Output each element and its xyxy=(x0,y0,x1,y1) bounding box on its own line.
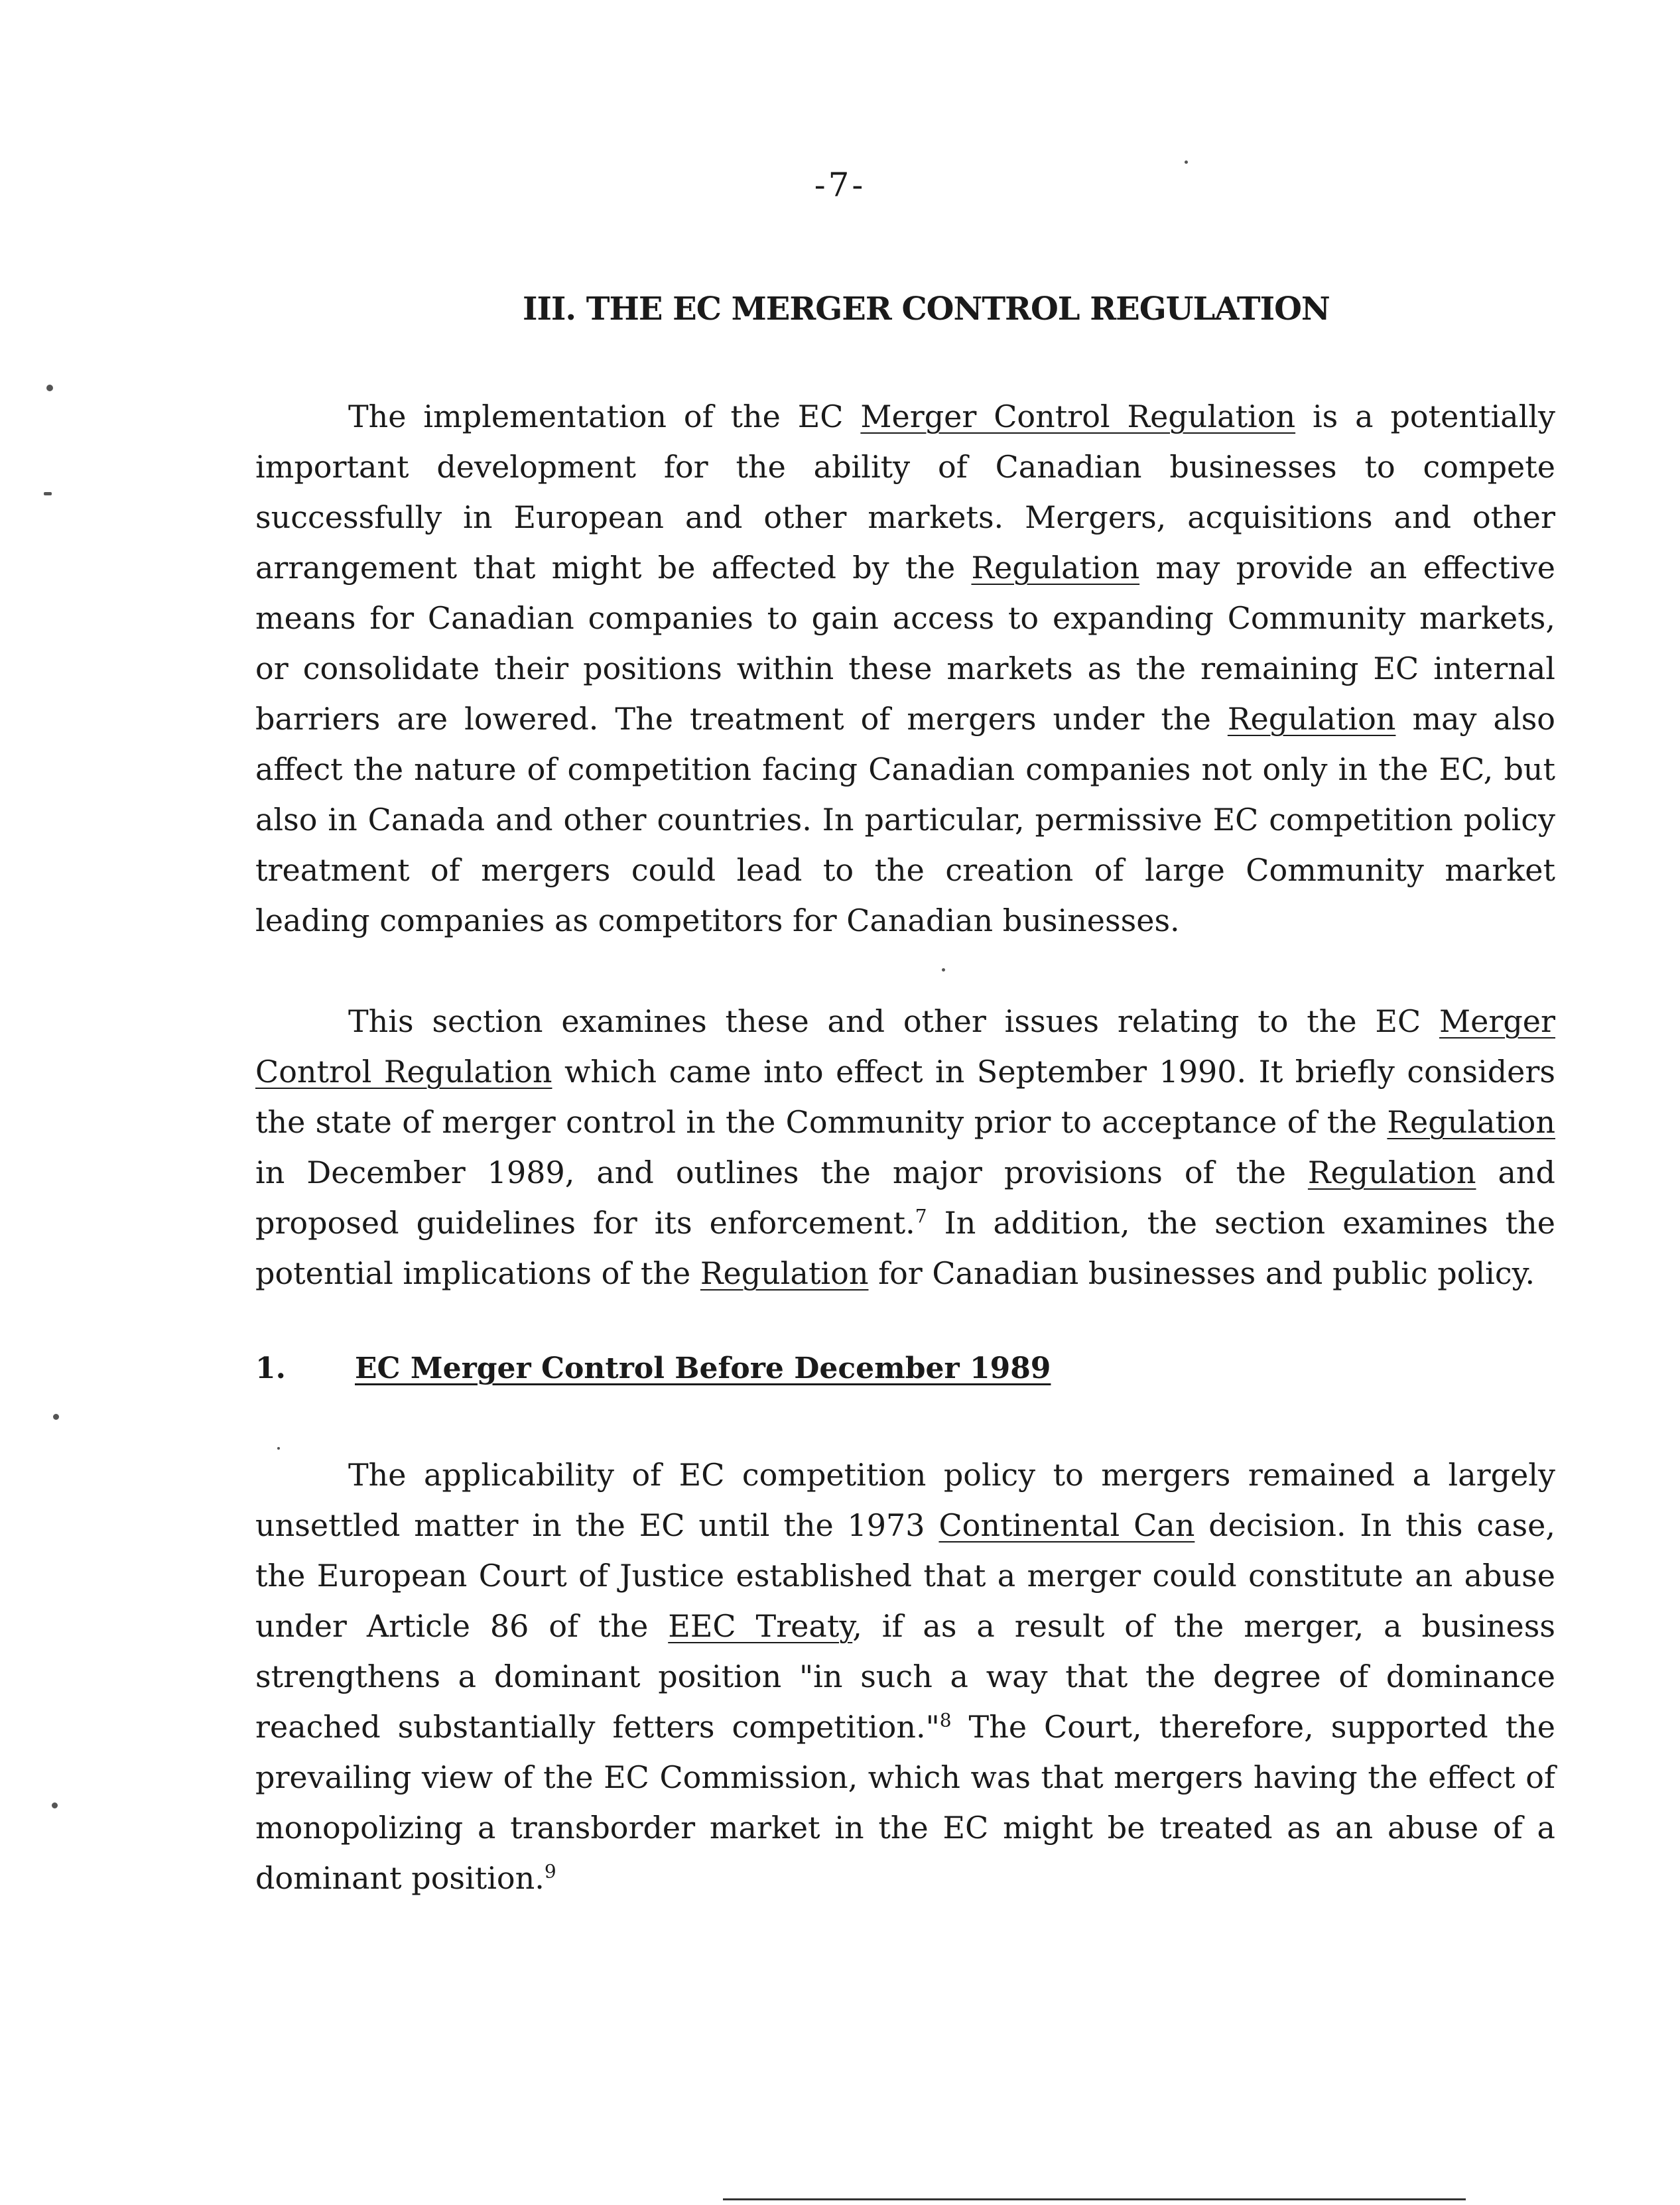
text-run: which came into effect in September 1990. It briefly considers the state of merger control in the Community prior to acceptance of the xyxy=(255,1054,1556,1140)
scan-speck xyxy=(53,1414,59,1420)
page-number: -7- xyxy=(814,166,866,204)
paragraph-merger-control-history xyxy=(255,1450,1555,1903)
scan-speck xyxy=(942,968,945,972)
text-run: and proposed guidelines for its enforcement. xyxy=(255,1155,1556,1241)
underlined-title: EEC Treaty xyxy=(668,1608,853,1644)
subsection-title: EC Merger Control Before December 1989 xyxy=(355,1352,1051,1385)
text-run: may provide an effective means for Canadian companies to gain access to expanding Community markets, or consolidate their positions within these markets as the remaining EC internal barriers are lowered. The treatment of mergers under the xyxy=(255,550,1555,737)
text-run: for Canadian businesses and public policy. xyxy=(868,1255,1535,1291)
section-heading: III. THE EC MERGER CONTROL REGULATION xyxy=(523,290,1330,328)
text-run: The Court, therefore, supported the prevailing view of the EC Commission, which was that mergers having the effect of monopolizing a transborder market in the EC might be treated as an abuse of a dominant position. xyxy=(255,1709,1555,1896)
underlined-title: Merger Control Regulation xyxy=(860,399,1296,434)
scan-speck xyxy=(1185,160,1188,164)
text-run: This section examines these and other issues relating to the EC xyxy=(348,1003,1440,1039)
subsection-number: 1. xyxy=(255,1352,286,1385)
text-run: is a potentially important development for the ability of Canadian businesses to compete successfully in European and other markets. Mergers, acquisitions and other arrangement that might be affected by the xyxy=(255,399,1555,586)
bottom-rule xyxy=(723,2198,1466,2200)
text-run: In addition, the section examines the potential implications of the xyxy=(255,1205,1556,1291)
scan-speck xyxy=(46,385,53,391)
text-run: decision. In this case, the European Court of Justice established that a merger could constitute an abuse under Article 86 of the xyxy=(255,1507,1555,1644)
paragraph-section-overview xyxy=(255,996,1555,1298)
underlined-title: Merger Control Regulation xyxy=(255,1003,1555,1090)
paragraph-introduction xyxy=(255,391,1555,946)
footnote-marker: 8 xyxy=(939,1709,952,1732)
underlined-title: Regulation xyxy=(1227,701,1396,737)
underlined-title: Regulation xyxy=(1307,1155,1476,1190)
text-run: may also affect the nature of competition facing Canadian companies not only in the EC, but also in Canada and other countries. In particular, permissive EC competition policy treatment of mergers could lead to the creation of large Community market leading companies as competitors for Canadian businesses. xyxy=(255,701,1555,938)
footnote-marker: 9 xyxy=(544,1860,556,1883)
underlined-title: Regulation xyxy=(971,550,1140,586)
underlined-title: Continental Can xyxy=(938,1507,1195,1543)
footnote-marker: 7 xyxy=(915,1205,927,1228)
scan-speck xyxy=(277,1447,280,1450)
text-run: The implementation of the EC xyxy=(348,399,861,434)
text-run: , if as a result of the merger, a business strengthens a dominant position "in such a way that the degree of dominance reached substantially fetters competition." xyxy=(255,1608,1555,1745)
text-run: in December 1989, and outlines the major provisions of the xyxy=(255,1155,1308,1190)
underlined-title: Regulation xyxy=(1387,1104,1555,1140)
subsection-heading xyxy=(255,1352,1051,1385)
underlined-title: Regulation xyxy=(700,1255,869,1291)
scan-speck xyxy=(52,1802,58,1808)
text-run: The applicability of EC competition policy to mergers remained a largely unsettled matter in the EC until the 1973 xyxy=(255,1457,1555,1543)
scan-speck xyxy=(44,492,52,495)
